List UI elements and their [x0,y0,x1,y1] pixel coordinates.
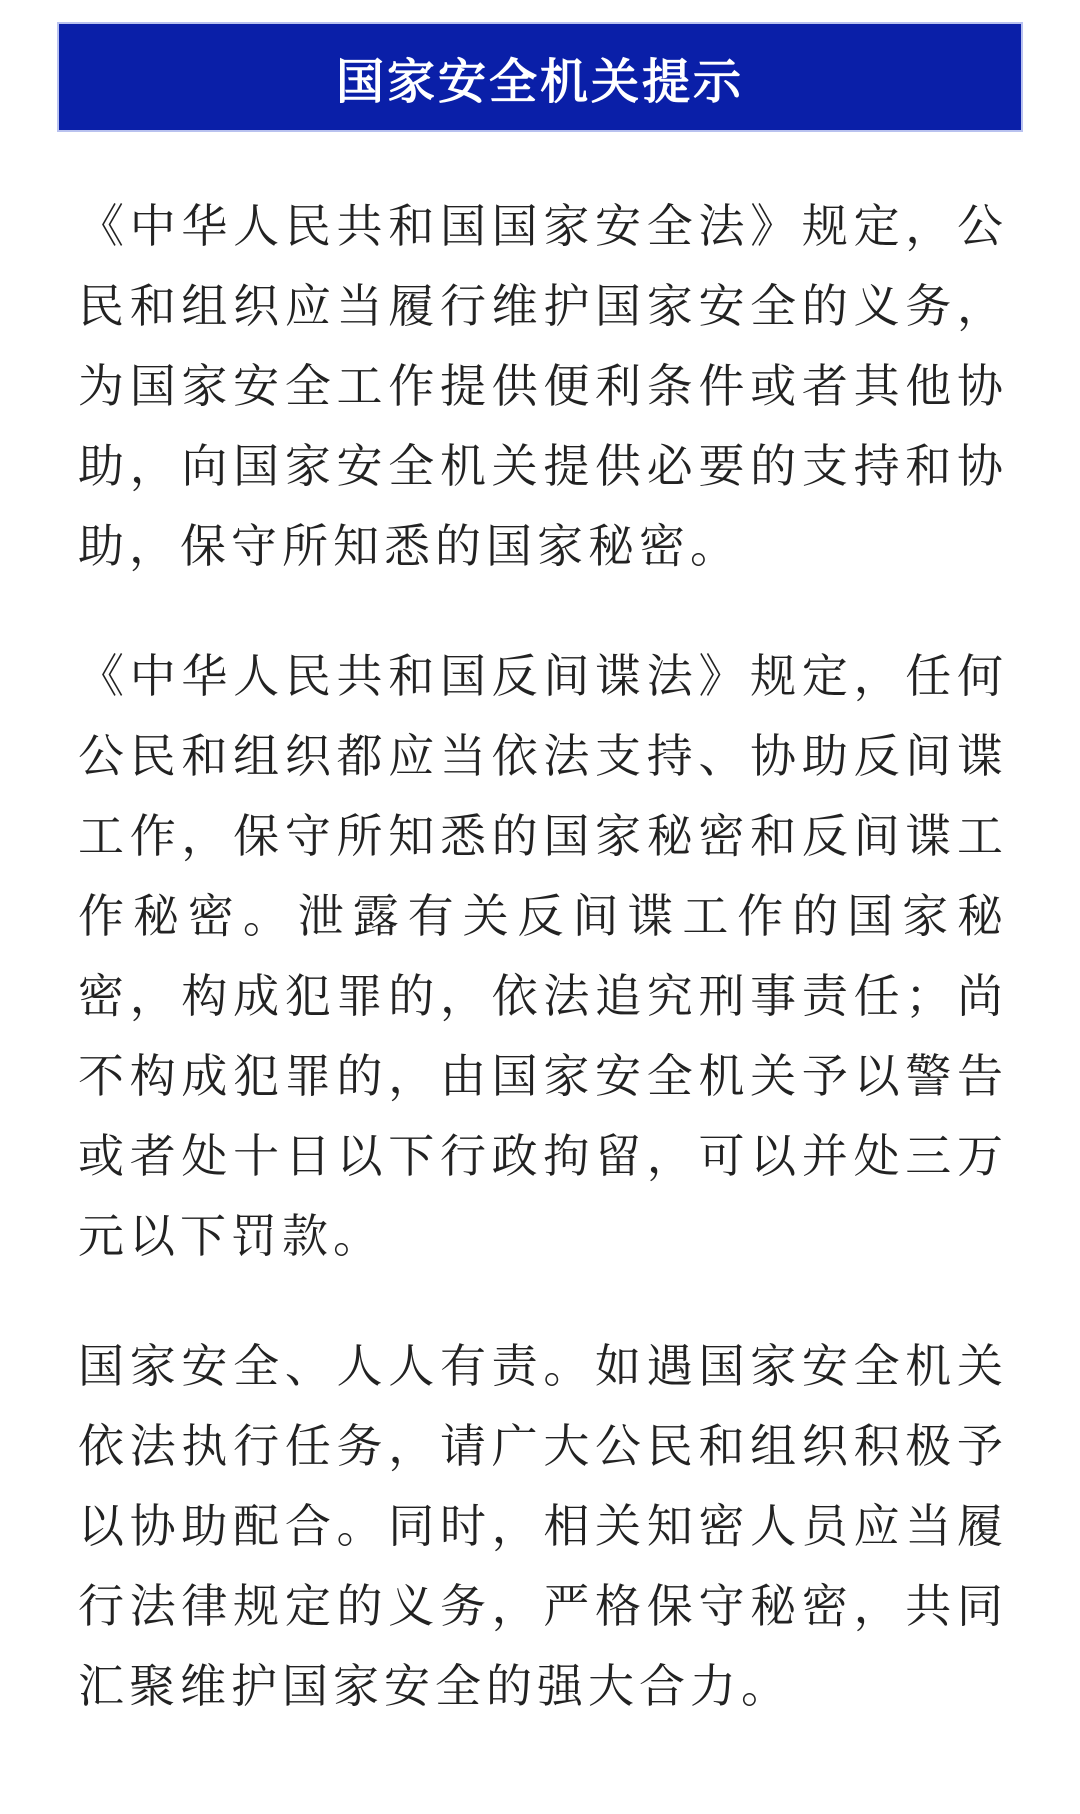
paragraph-counter-espionage-law: 《中华人民共和国反间谍法》规定，任何公民和组织都应当依法支持、协助反间谍工作，保守所知悉的国家秘密和反间谍工作秘密。泄露有关反间谍工作的国家秘密，构成犯罪的，依法追究刑事责任；尚不构成犯罪的，由国家安全机关予以警告或者处十日以下行政拘留，可以并处三万元以下罚款。 [78,649,1008,1263]
paragraph-call-to-action: 国家安全、人人有责。如遇国家安全机关依法执行任务，请广大公民和组织积极予以协助配合。同时，相关知密人员应当履行法律规定的义务，严格保守秘密，共同汇聚维护国家安全的强大合力。 [78,1339,1008,1713]
banner-title: 国家安全机关提示 [335,53,744,110]
notice-banner [57,22,1023,132]
notice-content [78,186,1008,1726]
paragraph-national-security-law: 《中华人民共和国国家安全法》规定，公民和组织应当履行维护国家安全的义务，为国家安全工作提供便利条件或者其他协助，向国家安全机关提供必要的支持和协助，保守所知悉的国家秘密。 [78,199,1008,573]
